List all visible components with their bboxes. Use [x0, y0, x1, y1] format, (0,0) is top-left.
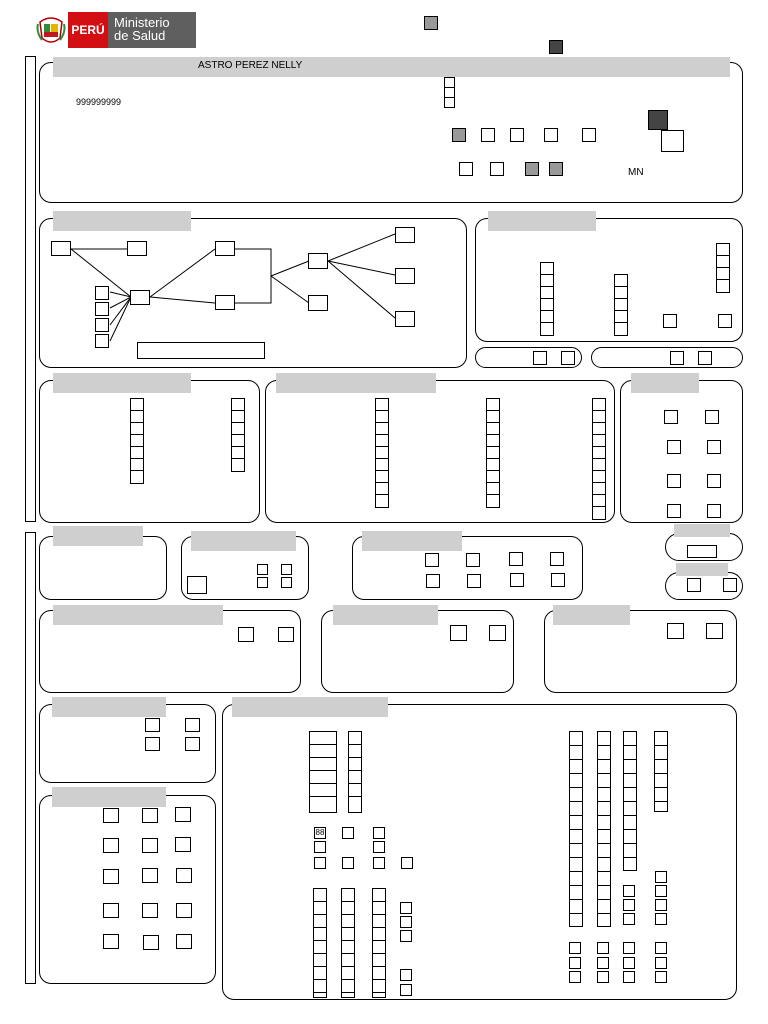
- ministry-name-line2: de Salud: [114, 28, 166, 43]
- section-header-bar: [674, 524, 730, 537]
- checkbox[interactable]: [489, 625, 506, 641]
- checkbox[interactable]: [467, 574, 481, 588]
- checkbox[interactable]: [103, 903, 119, 918]
- checkbox[interactable]: [623, 971, 635, 983]
- patient-id-number: 999999999: [76, 97, 122, 107]
- field-column[interactable]: [341, 888, 355, 998]
- numeric-box[interactable]: 88: [315, 828, 325, 837]
- section-header-bar: [52, 787, 166, 807]
- checkbox[interactable]: [698, 351, 712, 365]
- pill-panel: [591, 347, 743, 368]
- diagram-node[interactable]: [127, 241, 147, 256]
- field-column[interactable]: [716, 243, 730, 293]
- section-header-bar: [362, 531, 462, 551]
- checkbox[interactable]: [103, 869, 119, 884]
- checkbox[interactable]: [707, 474, 721, 488]
- checkbox[interactable]: [400, 969, 412, 981]
- checkbox[interactable]: [145, 718, 160, 732]
- section-header-bar: [232, 697, 388, 717]
- checkbox[interactable]: [400, 984, 412, 996]
- checkbox[interactable]: [466, 553, 480, 567]
- checkbox[interactable]: [143, 935, 159, 950]
- checkbox[interactable]: [281, 577, 292, 588]
- checkbox[interactable]: [623, 942, 635, 954]
- section-header-bar: [53, 605, 223, 625]
- checkbox[interactable]: [569, 942, 581, 954]
- top-marker-box[interactable]: [424, 16, 438, 30]
- section-header-bar: [191, 531, 296, 551]
- diagram-node[interactable]: [395, 311, 415, 327]
- checkbox[interactable]: [655, 885, 667, 897]
- checkbox[interactable]: [103, 808, 119, 823]
- ministry-logo: [36, 12, 198, 48]
- checkbox[interactable]: [103, 934, 119, 949]
- checkbox[interactable]: [655, 957, 667, 969]
- checkbox[interactable]: [655, 899, 667, 911]
- top-marker-box-dark[interactable]: [549, 40, 563, 54]
- section-header-bar: [52, 697, 166, 717]
- field-column[interactable]: [348, 731, 362, 813]
- checkbox[interactable]: [426, 574, 440, 588]
- field-column[interactable]: [372, 888, 386, 998]
- checkbox[interactable]: [597, 957, 609, 969]
- diagram-node[interactable]: [95, 302, 109, 316]
- checkbox[interactable]: [509, 552, 523, 566]
- diagram-node[interactable]: [95, 286, 109, 300]
- checkbox[interactable]: [705, 410, 719, 424]
- diagram-node[interactable]: [51, 241, 71, 256]
- checkbox[interactable]: [664, 410, 678, 424]
- field-column[interactable]: [486, 398, 500, 508]
- section-header-bar: [631, 373, 699, 393]
- field-column[interactable]: [592, 398, 606, 520]
- checkbox[interactable]: [145, 737, 160, 751]
- checkbox[interactable]: [481, 128, 495, 142]
- form-panel: [39, 380, 260, 523]
- checkbox[interactable]: [400, 916, 412, 928]
- checkbox[interactable]: [314, 841, 326, 853]
- field-column[interactable]: [375, 398, 389, 508]
- checkbox[interactable]: [238, 627, 254, 642]
- checkbox[interactable]: [459, 162, 473, 176]
- field-column[interactable]: [614, 274, 628, 336]
- peru-coat-of-arms-icon: [36, 12, 66, 48]
- field-column[interactable]: [231, 398, 245, 472]
- checkbox[interactable]: [655, 971, 667, 983]
- checkbox[interactable]: [706, 623, 723, 639]
- checkbox[interactable]: [425, 553, 439, 567]
- checkbox[interactable]: [278, 627, 294, 642]
- checkbox[interactable]: [176, 868, 192, 883]
- checkbox[interactable]: [533, 351, 547, 365]
- checkbox[interactable]: [667, 504, 681, 518]
- checkbox[interactable]: [597, 942, 609, 954]
- checkbox[interactable]: [544, 128, 558, 142]
- checkbox[interactable]: [142, 868, 158, 883]
- diagram-node[interactable]: [215, 295, 235, 310]
- field-column[interactable]: [130, 398, 144, 484]
- checkbox[interactable]: [597, 971, 609, 983]
- checkbox[interactable]: [550, 552, 564, 566]
- checkbox[interactable]: [257, 577, 268, 588]
- checkbox[interactable]: [281, 564, 292, 575]
- checkbox[interactable]: [401, 857, 413, 869]
- checkbox[interactable]: [667, 623, 684, 639]
- checkbox[interactable]: [510, 128, 524, 142]
- diagram-node[interactable]: [215, 241, 235, 256]
- form-panel: [620, 380, 743, 523]
- checkbox[interactable]: [373, 827, 385, 839]
- checkbox[interactable]: [400, 902, 412, 914]
- checkbox[interactable]: [490, 162, 504, 176]
- checkbox[interactable]: [569, 957, 581, 969]
- checkbox[interactable]: [175, 807, 191, 822]
- diagram-node[interactable]: [95, 334, 109, 348]
- patient-panel: [39, 62, 743, 203]
- checkbox[interactable]: [342, 827, 354, 839]
- checkbox[interactable]: [549, 162, 563, 176]
- checkbox[interactable]: [175, 837, 191, 852]
- checkbox[interactable]: [569, 971, 581, 983]
- checkbox[interactable]: [655, 871, 667, 883]
- checkbox[interactable]: [142, 808, 158, 823]
- checkbox[interactable]: [551, 573, 565, 587]
- left-margin-bar: [25, 56, 36, 522]
- field-column[interactable]: [654, 731, 668, 812]
- field-column[interactable]: [623, 731, 637, 871]
- diagram-node[interactable]: [395, 268, 415, 284]
- checkbox[interactable]: [185, 737, 200, 751]
- checkbox[interactable]: [373, 841, 385, 853]
- patient-header-bar: [53, 57, 730, 77]
- checkbox[interactable]: [314, 857, 326, 869]
- marker-square: [648, 110, 668, 130]
- section-header-bar: [53, 373, 191, 393]
- field-column[interactable]: [313, 888, 327, 998]
- checkbox[interactable]: [373, 857, 385, 869]
- checkbox[interactable]: [707, 504, 721, 518]
- checkbox[interactable]: [444, 97, 455, 108]
- checkbox[interactable]: [663, 314, 677, 328]
- field-column-wide[interactable]: [309, 731, 337, 813]
- checkbox[interactable]: [103, 838, 119, 853]
- input-box[interactable]: [187, 576, 207, 594]
- checkbox[interactable]: [623, 885, 635, 897]
- checkbox[interactable]: [718, 314, 732, 328]
- section-header-bar: [553, 605, 630, 625]
- checkbox[interactable]: [142, 838, 158, 853]
- checkbox[interactable]: [142, 903, 158, 918]
- ministry-name-line1: Ministerio: [114, 15, 170, 30]
- section-header-bar: [333, 605, 438, 625]
- patient-name: ASTRO PEREZ NELLY: [198, 60, 303, 71]
- checkbox[interactable]: [176, 934, 192, 949]
- checkbox[interactable]: [185, 718, 200, 732]
- diagram-node[interactable]: [95, 318, 109, 332]
- form-panel: [39, 795, 216, 984]
- diagram-node[interactable]: [308, 253, 328, 269]
- field-column[interactable]: [569, 731, 583, 927]
- checkbox[interactable]: [561, 351, 575, 365]
- input-box[interactable]: [687, 545, 717, 558]
- section-header-bar: [53, 526, 143, 546]
- currency-label: MN: [628, 167, 644, 178]
- diagram-text-field[interactable]: [137, 342, 265, 359]
- checkbox[interactable]: [582, 128, 596, 142]
- checkbox[interactable]: [623, 899, 635, 911]
- measurements-panel: [475, 218, 743, 342]
- checkbox[interactable]: [450, 625, 467, 641]
- diagram-node[interactable]: [308, 295, 328, 311]
- checkbox[interactable]: [667, 474, 681, 488]
- field-column[interactable]: [597, 731, 611, 927]
- checkbox[interactable]: [452, 128, 466, 142]
- checkbox[interactable]: [623, 913, 635, 925]
- checkbox[interactable]: [655, 942, 667, 954]
- checkbox[interactable]: [687, 578, 701, 592]
- checkbox[interactable]: [400, 930, 412, 942]
- checkbox[interactable]: [655, 913, 667, 925]
- checkbox[interactable]: [176, 903, 192, 918]
- peru-label: PERÚ: [68, 12, 108, 48]
- checkbox[interactable]: [723, 578, 737, 592]
- section-header-bar: [276, 373, 436, 393]
- checkbox[interactable]: [667, 440, 681, 454]
- form-panel: [265, 380, 615, 523]
- checkbox[interactable]: [342, 857, 354, 869]
- diagram-node[interactable]: [130, 290, 150, 305]
- checkbox[interactable]: [623, 957, 635, 969]
- checkbox[interactable]: [257, 564, 268, 575]
- checkbox[interactable]: [525, 162, 539, 176]
- diagram-node[interactable]: [395, 227, 415, 243]
- field-column[interactable]: [540, 262, 554, 336]
- section-header-bar: [676, 563, 728, 576]
- section-header-bar: [488, 211, 596, 231]
- checkbox[interactable]: [670, 351, 684, 365]
- checkbox[interactable]: [707, 440, 721, 454]
- photo-box[interactable]: [661, 130, 684, 152]
- ministry-name: [108, 12, 196, 48]
- left-margin-bar: [25, 532, 36, 984]
- checkbox[interactable]: [510, 573, 524, 587]
